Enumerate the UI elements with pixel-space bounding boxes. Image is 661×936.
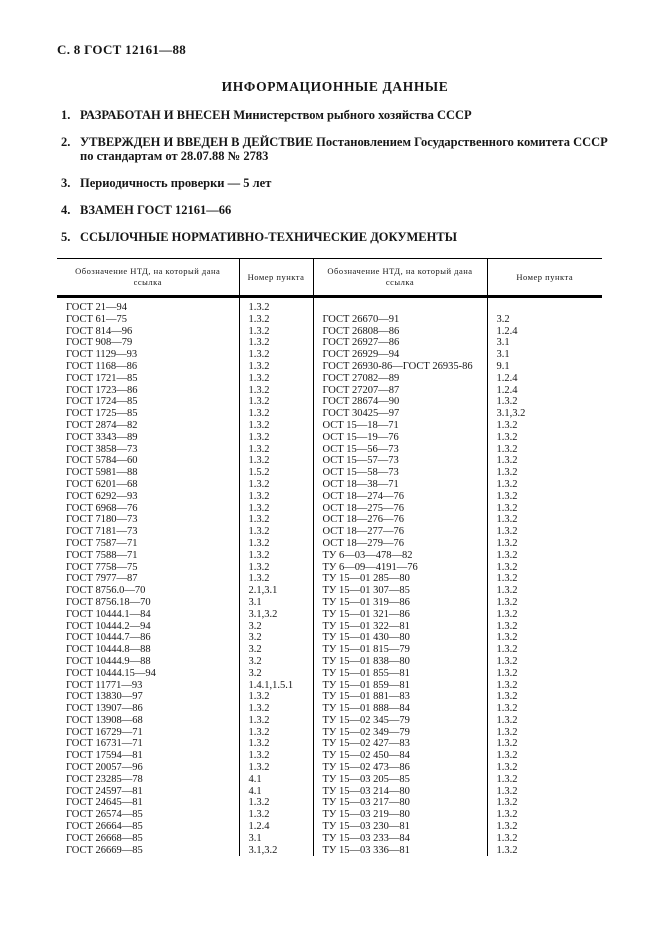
clause-cell-right: 1.3.2 xyxy=(487,680,602,692)
ntd-cell-left: ГОСТ 13830—97 xyxy=(66,691,143,703)
table-row xyxy=(57,738,602,750)
clause-cell-left: 1.3.2 xyxy=(239,297,313,314)
clause-cell-right: 1.3.2 xyxy=(487,444,602,456)
clause-cell-right: 1.2.4 xyxy=(487,373,602,385)
ntd-cell-left: ГОСТ 10444.8—88 xyxy=(66,644,151,656)
ntd-cell-right: ОСТ 18—279—76 xyxy=(313,538,487,550)
table-row xyxy=(57,786,602,798)
clause-cell-left: 1.3.2 xyxy=(239,314,313,326)
clause-cell-left: 1.3.2 xyxy=(239,550,313,562)
ntd-cell-right: ТУ 15—02 349—79 xyxy=(313,727,487,739)
ntd-cell-left: ГОСТ 26668—85 xyxy=(66,832,143,844)
ntd-cell-right: ГОСТ 27082—89 xyxy=(313,373,487,385)
ntd-cell-right: ГОСТ 26929—94 xyxy=(313,349,487,361)
table-row xyxy=(57,491,602,503)
clause-cell-right: 1.3.2 xyxy=(487,538,602,550)
table-row xyxy=(57,597,602,609)
ntd-cell-right: ГОСТ 28674—90 xyxy=(313,396,487,408)
ntd-cell-left: ГОСТ 1129—93 xyxy=(66,349,138,361)
ntd-cell-right: ОСТ 18—274—76 xyxy=(313,491,487,503)
table-row xyxy=(57,727,602,739)
ntd-cell-left: ГОСТ 10444.2—94 xyxy=(66,620,151,632)
table-row xyxy=(57,833,602,845)
clause-cell-left: 1.3.2 xyxy=(239,385,313,397)
clause-cell-right: 1.3.2 xyxy=(487,644,602,656)
clause-cell-right: 9.1 xyxy=(487,361,602,373)
clause-cell-right: 1.3.2 xyxy=(487,597,602,609)
clause-cell-left: 1.3.2 xyxy=(239,408,313,420)
ntd-cell-right: ТУ 15—01 322—81 xyxy=(313,621,487,633)
clause-cell-right: 1.3.2 xyxy=(487,467,602,479)
page-title: ИНФОРМАЦИОННЫЕ ДАННЫЕ xyxy=(221,79,449,94)
list-item-4 xyxy=(57,203,613,217)
ntd-cell-left: ГОСТ 6201—68 xyxy=(66,478,138,490)
clause-cell-right: 1.3.2 xyxy=(487,738,602,750)
table-row xyxy=(57,396,602,408)
clause-cell-left: 3.2 xyxy=(239,621,313,633)
ntd-cell-right: ТУ 15—01 815—79 xyxy=(313,644,487,656)
table-row xyxy=(57,420,602,432)
clause-cell-right: 1.3.2 xyxy=(487,727,602,739)
table-row xyxy=(57,644,602,656)
ntd-cell-right: ОСТ 15—58—73 xyxy=(313,467,487,479)
clause-cell-right: 1.3.2 xyxy=(487,479,602,491)
clause-cell-right: 1.3.2 xyxy=(487,585,602,597)
clause-cell-left: 1.3.2 xyxy=(239,491,313,503)
ntd-cell-right: ГОСТ 26930-86—ГОСТ 26935-86 xyxy=(313,361,487,373)
clause-cell-right: 1.3.2 xyxy=(487,703,602,715)
ntd-cell-right: ГОСТ 30425—97 xyxy=(313,408,487,420)
table-row xyxy=(57,715,602,727)
table-row xyxy=(57,337,602,349)
ntd-cell-right: ОСТ 15—57—73 xyxy=(313,455,487,467)
table-row xyxy=(57,479,602,491)
clause-cell-right: 1.3.2 xyxy=(487,833,602,845)
header-row xyxy=(57,259,602,297)
header-clause-left: Номер пункта xyxy=(239,259,313,297)
table-row xyxy=(57,455,602,467)
clause-cell-left: 4.1 xyxy=(239,786,313,798)
list-item-text: РАЗРАБОТАН И ВНЕСЕН Министерством рыбного хозяйства СССР xyxy=(80,108,472,122)
table-row xyxy=(57,573,602,585)
ntd-cell-left: ГОСТ 8756.18—70 xyxy=(66,596,151,608)
table-row xyxy=(57,774,602,786)
clause-cell-left: 1.3.2 xyxy=(239,349,313,361)
ntd-cell-left: ГОСТ 5784—60 xyxy=(66,455,138,467)
ntd-cell-left: ГОСТ 7587—71 xyxy=(66,537,138,549)
clause-cell-left: 1.3.2 xyxy=(239,538,313,550)
clause-cell-left: 1.3.2 xyxy=(239,762,313,774)
list-item-number: 3. xyxy=(61,176,71,190)
ntd-cell-left: ГОСТ 16729—71 xyxy=(66,726,143,738)
clause-cell-left: 1.3.2 xyxy=(239,444,313,456)
clause-cell-left: 1.3.2 xyxy=(239,361,313,373)
table-row xyxy=(57,621,602,633)
clause-cell-left: 2.1,3.1 xyxy=(239,585,313,597)
clause-cell-left: 1.2.4 xyxy=(239,821,313,833)
table-row xyxy=(57,656,602,668)
ntd-cell-left: ГОСТ 7588—71 xyxy=(66,549,138,561)
ntd-cell-right: ОСТ 18—38—71 xyxy=(313,479,487,491)
clause-cell-right: 3.1 xyxy=(487,337,602,349)
clause-cell-left: 1.3.2 xyxy=(239,432,313,444)
table-row xyxy=(57,762,602,774)
ntd-cell-left: ГОСТ 7180—73 xyxy=(66,514,138,526)
list-item-number: 1. xyxy=(61,108,71,122)
ntd-cell-right: ГОСТ 26927—86 xyxy=(313,337,487,349)
clause-cell-right: 1.3.2 xyxy=(487,691,602,703)
header-ntd-right: Обозначение НТД, на который дана ссылка xyxy=(313,259,487,297)
list-item-number: 2. xyxy=(61,135,71,149)
ntd-cell-right: ТУ 15—01 859—81 xyxy=(313,680,487,692)
table-row xyxy=(57,703,602,715)
ntd-cell-right: ТУ 15—02 427—83 xyxy=(313,738,487,750)
ntd-cell-left: ГОСТ 10444.15—94 xyxy=(66,667,156,679)
ntd-cell-left: ГОСТ 24597—81 xyxy=(66,785,143,797)
clause-cell-right: 1.3.2 xyxy=(487,632,602,644)
ntd-cell-left: ГОСТ 26669—85 xyxy=(66,844,143,856)
clause-cell-right: 1.3.2 xyxy=(487,573,602,585)
table-row xyxy=(57,503,602,515)
clause-cell-right: 1.3.2 xyxy=(487,797,602,809)
clause-cell-right: 1.3.2 xyxy=(487,715,602,727)
clause-cell-left: 3.1 xyxy=(239,833,313,845)
ntd-cell-right: ОСТ 15—56—73 xyxy=(313,444,487,456)
clause-cell-right: 1.3.2 xyxy=(487,455,602,467)
clause-cell-right: 1.3.2 xyxy=(487,491,602,503)
clause-cell-left: 1.3.2 xyxy=(239,479,313,491)
ntd-cell-left: ГОСТ 908—79 xyxy=(66,337,133,349)
ntd-cell-left: ГОСТ 1168—86 xyxy=(66,360,138,372)
clause-cell-left: 3.1,3.2 xyxy=(239,609,313,621)
clause-cell-left: 1.3.2 xyxy=(239,526,313,538)
page-header: С. 8 ГОСТ 12161—88 xyxy=(57,42,187,57)
ntd-cell-right xyxy=(313,297,487,314)
clause-cell-right xyxy=(487,297,602,314)
ntd-cell-right: ОСТ 18—275—76 xyxy=(313,503,487,515)
ntd-cell-left: ГОСТ 1724—85 xyxy=(66,396,138,408)
clause-cell-left: 1.3.2 xyxy=(239,797,313,809)
clause-cell-left: 1.3.2 xyxy=(239,337,313,349)
clause-cell-left: 3.2 xyxy=(239,644,313,656)
clause-cell-right: 1.2.4 xyxy=(487,326,602,338)
ntd-cell-right: ТУ 15—01 307—85 xyxy=(313,585,487,597)
list-item-1 xyxy=(57,108,613,122)
ntd-cell-left: ГОСТ 1723—86 xyxy=(66,384,138,396)
ntd-cell-left: ГОСТ 20057—96 xyxy=(66,762,143,774)
ntd-cell-right: ТУ 15—03 214—80 xyxy=(313,786,487,798)
ntd-cell-right: ОСТ 15—18—71 xyxy=(313,420,487,432)
table-row xyxy=(57,632,602,644)
header-clause-right: Номер пункта xyxy=(487,259,602,297)
clause-cell-left: 1.5.2 xyxy=(239,467,313,479)
ntd-cell-right: ТУ 15—03 205—85 xyxy=(313,774,487,786)
clause-cell-left: 1.4.1,1.5.1 xyxy=(239,680,313,692)
ntd-cell-right: ТУ 15—01 321—86 xyxy=(313,609,487,621)
table-row xyxy=(57,680,602,692)
info-items xyxy=(57,108,613,244)
ntd-cell-left: ГОСТ 5981—88 xyxy=(66,467,138,479)
clause-cell-left: 1.3.2 xyxy=(239,715,313,727)
list-item-text: ССЫЛОЧНЫЕ НОРМАТИВНО-ТЕХНИЧЕСКИЕ ДОКУМЕНТЫ xyxy=(80,230,457,244)
clause-cell-right: 3.1,3.2 xyxy=(487,408,602,420)
ntd-cell-right: ТУ 15—03 217—80 xyxy=(313,797,487,809)
ntd-cell-left: ГОСТ 10444.7—86 xyxy=(66,632,151,644)
table-row xyxy=(57,609,602,621)
table-row xyxy=(57,314,602,326)
list-item-text: ВЗАМЕН ГОСТ 12161—66 xyxy=(80,203,232,217)
table-row xyxy=(57,668,602,680)
ntd-cell-left: ГОСТ 23285—78 xyxy=(66,773,143,785)
clause-cell-left: 1.3.2 xyxy=(239,420,313,432)
table-row xyxy=(57,550,602,562)
clause-cell-right: 1.3.2 xyxy=(487,750,602,762)
clause-cell-right: 1.3.2 xyxy=(487,845,602,857)
clause-cell-left: 3.1 xyxy=(239,597,313,609)
clause-cell-left: 3.2 xyxy=(239,668,313,680)
clause-cell-left: 1.3.2 xyxy=(239,503,313,515)
ntd-cell-right: ТУ 15—01 838—80 xyxy=(313,656,487,668)
ntd-cell-right: ОСТ 15—19—76 xyxy=(313,432,487,444)
table-row xyxy=(57,385,602,397)
ntd-cell-left: ГОСТ 814—96 xyxy=(66,325,133,337)
clause-cell-right: 1.3.2 xyxy=(487,503,602,515)
clause-cell-right: 1.3.2 xyxy=(487,526,602,538)
list-item-number: 4. xyxy=(61,203,71,217)
ntd-cell-right: ТУ 15—03 336—81 xyxy=(313,845,487,857)
list-item-number: 5. xyxy=(61,230,71,244)
ntd-cell-left: ГОСТ 10444.1—84 xyxy=(66,608,151,620)
ntd-cell-left: ГОСТ 6292—93 xyxy=(66,490,138,502)
clause-cell-left: 1.3.2 xyxy=(239,373,313,385)
ntd-cell-right: ТУ 15—01 855—81 xyxy=(313,668,487,680)
table-row xyxy=(57,691,602,703)
list-item-2 xyxy=(57,135,613,163)
ntd-cell-left: ГОСТ 21—94 xyxy=(66,302,128,313)
ntd-cell-right: ТУ 15—03 230—81 xyxy=(313,821,487,833)
clause-cell-right: 1.3.2 xyxy=(487,609,602,621)
ntd-cell-right: ТУ 15—01 888—84 xyxy=(313,703,487,715)
table-row xyxy=(57,845,602,857)
clause-cell-left: 1.3.2 xyxy=(239,326,313,338)
clause-cell-left: 1.3.2 xyxy=(239,727,313,739)
clause-cell-left: 1.3.2 xyxy=(239,455,313,467)
ntd-cell-right: ТУ 15—02 450—84 xyxy=(313,750,487,762)
ntd-cell-right: ТУ 6—09—4191—76 xyxy=(313,562,487,574)
table-row xyxy=(57,432,602,444)
clause-cell-right: 1.3.2 xyxy=(487,762,602,774)
ntd-cell-left: ГОСТ 1721—85 xyxy=(66,372,138,384)
table-row xyxy=(57,444,602,456)
table-row xyxy=(57,361,602,373)
table-row xyxy=(57,408,602,420)
list-item-text: Периодичность проверки — 5 лет xyxy=(80,176,272,190)
table-row xyxy=(57,349,602,361)
ntd-cell-right: ГОСТ 26670—91 xyxy=(313,314,487,326)
clause-cell-left: 3.1,3.2 xyxy=(239,845,313,857)
ntd-cell-left: ГОСТ 2874—82 xyxy=(66,419,138,431)
clause-cell-right: 1.3.2 xyxy=(487,562,602,574)
clause-cell-left: 1.3.2 xyxy=(239,562,313,574)
ntd-cell-left: ГОСТ 13907—86 xyxy=(66,703,143,715)
clause-cell-left: 1.3.2 xyxy=(239,750,313,762)
ntd-cell-right: ТУ 15—02 473—86 xyxy=(313,762,487,774)
ntd-cell-right: ТУ 15—01 319—86 xyxy=(313,597,487,609)
list-item-3 xyxy=(57,176,613,190)
ntd-cell-right: ОСТ 18—276—76 xyxy=(313,514,487,526)
ntd-cell-left: ГОСТ 16731—71 xyxy=(66,738,143,750)
ntd-cell-left: ГОСТ 13908—68 xyxy=(66,714,143,726)
ntd-cell-left: ГОСТ 6968—76 xyxy=(66,502,138,514)
clause-cell-right: 1.3.2 xyxy=(487,420,602,432)
list-item-5 xyxy=(57,230,613,244)
list-item-text: УТВЕРЖДЕН И ВВЕДЕН В ДЕЙСТВИЕ Постановлением Государственного комитета СССР по стандартам от 28.07.88 № 2783 xyxy=(80,135,608,163)
ntd-cell-left: ГОСТ 26574—85 xyxy=(66,809,143,821)
clause-cell-right: 1.3.2 xyxy=(487,432,602,444)
clause-cell-right: 1.3.2 xyxy=(487,656,602,668)
clause-cell-right: 3.2 xyxy=(487,314,602,326)
reference-table xyxy=(57,258,602,856)
ntd-cell-left: ГОСТ 61—75 xyxy=(66,313,128,325)
table-row xyxy=(57,297,602,314)
clause-cell-right: 1.3.2 xyxy=(487,514,602,526)
ntd-cell-left: ГОСТ 3343—89 xyxy=(66,431,138,443)
clause-cell-left: 1.3.2 xyxy=(239,573,313,585)
reference-table-body xyxy=(57,297,602,857)
clause-cell-left: 1.3.2 xyxy=(239,703,313,715)
ntd-cell-right: ТУ 15—01 881—83 xyxy=(313,691,487,703)
table-row xyxy=(57,562,602,574)
clause-cell-right: 1.3.2 xyxy=(487,774,602,786)
table-row xyxy=(57,750,602,762)
ntd-cell-right: ТУ 15—03 219—80 xyxy=(313,809,487,821)
clause-cell-left: 4.1 xyxy=(239,774,313,786)
clause-cell-left: 1.3.2 xyxy=(239,514,313,526)
ntd-cell-right: ТУ 15—02 345—79 xyxy=(313,715,487,727)
table-row xyxy=(57,373,602,385)
ntd-cell-left: ГОСТ 7977—87 xyxy=(66,573,138,585)
ntd-cell-left: ГОСТ 8756.0—70 xyxy=(66,585,146,597)
ntd-cell-right: ОСТ 18—277—76 xyxy=(313,526,487,538)
table-row xyxy=(57,326,602,338)
clause-cell-right: 1.3.2 xyxy=(487,668,602,680)
clause-cell-right: 1.2.4 xyxy=(487,385,602,397)
clause-cell-right: 1.3.2 xyxy=(487,550,602,562)
table-row xyxy=(57,821,602,833)
ntd-cell-left: ГОСТ 17594—81 xyxy=(66,750,143,762)
clause-cell-left: 1.3.2 xyxy=(239,809,313,821)
ntd-cell-right: ГОСТ 27207—87 xyxy=(313,385,487,397)
clause-cell-right: 3.1 xyxy=(487,349,602,361)
ntd-cell-left: ГОСТ 11771—93 xyxy=(66,679,143,691)
clause-cell-left: 1.3.2 xyxy=(239,691,313,703)
table-row xyxy=(57,809,602,821)
clause-cell-left: 3.2 xyxy=(239,656,313,668)
ntd-cell-right: ТУ 15—01 285—80 xyxy=(313,573,487,585)
table-row xyxy=(57,797,602,809)
table-row xyxy=(57,585,602,597)
header-ntd-left: Обозначение НТД, на который дана ссылка xyxy=(57,259,239,297)
table-row xyxy=(57,538,602,550)
ntd-cell-left: ГОСТ 7758—75 xyxy=(66,561,138,573)
ntd-cell-left: ГОСТ 1725—85 xyxy=(66,408,138,420)
ntd-cell-left: ГОСТ 10444.9—88 xyxy=(66,655,151,667)
ntd-cell-right: ТУ 15—03 233—84 xyxy=(313,833,487,845)
ntd-cell-left: ГОСТ 3858—73 xyxy=(66,443,138,455)
clause-cell-right: 1.3.2 xyxy=(487,809,602,821)
clause-cell-right: 1.3.2 xyxy=(487,621,602,633)
clause-cell-right: 1.3.2 xyxy=(487,786,602,798)
clause-cell-left: 1.3.2 xyxy=(239,396,313,408)
table-row xyxy=(57,526,602,538)
ntd-cell-right: ТУ 6—03—478—82 xyxy=(313,550,487,562)
clause-cell-left: 1.3.2 xyxy=(239,738,313,750)
clause-cell-right: 1.3.2 xyxy=(487,821,602,833)
table-row xyxy=(57,467,602,479)
ntd-cell-right: ТУ 15—01 430—80 xyxy=(313,632,487,644)
clause-cell-right: 1.3.2 xyxy=(487,396,602,408)
ntd-cell-right: ГОСТ 26808—86 xyxy=(313,326,487,338)
clause-cell-left: 3.2 xyxy=(239,632,313,644)
table-row xyxy=(57,514,602,526)
reference-table-header xyxy=(57,259,602,297)
ntd-cell-left: ГОСТ 24645—81 xyxy=(66,797,143,809)
ntd-cell-left: ГОСТ 7181—73 xyxy=(66,526,138,538)
ntd-cell-left: ГОСТ 26664—85 xyxy=(66,821,143,833)
